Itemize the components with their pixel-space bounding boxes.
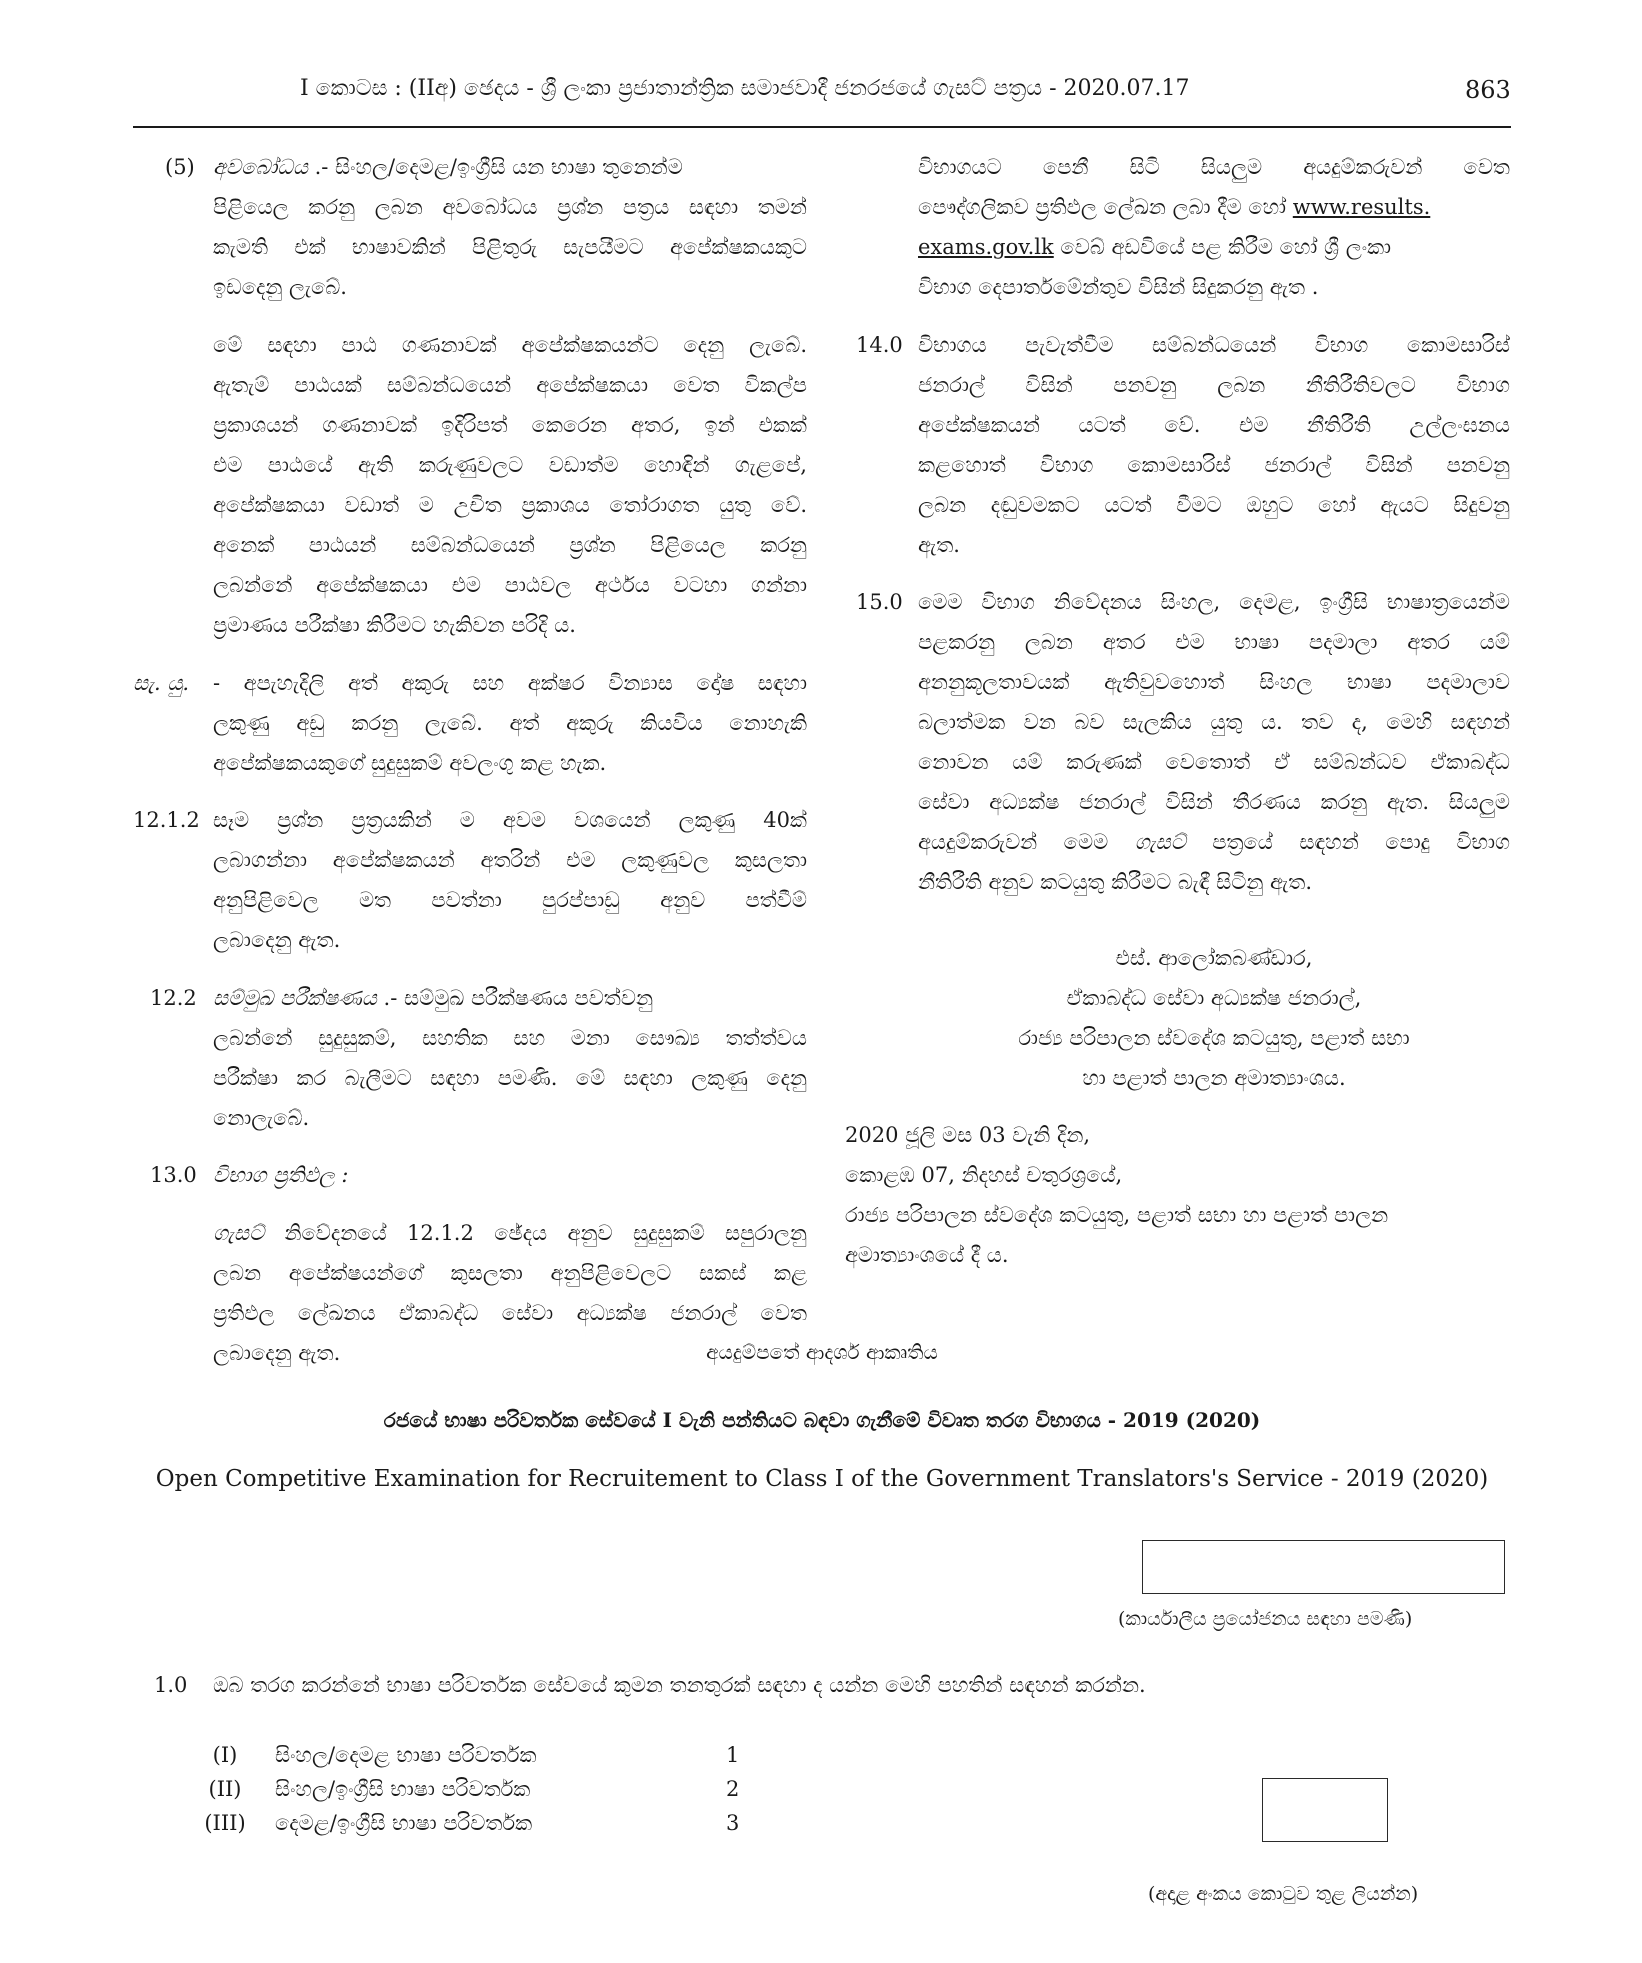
item5-line: කැමති එක් භාෂාවකින් පිළිතුරු සැපයීමට අපේක්ෂකයකුට <box>213 235 807 259</box>
item5-para2-line: අනෙක් පාඨයන් සම්බන්ධයෙන් ප්‍රශ්න පිළියෙල කරනු <box>213 533 807 557</box>
item-number: 12.1.2 <box>133 808 200 832</box>
form-english-title: Open Competitive Examination for Recruitement to Class I of the Government Translators's Service - 2019 (2020) <box>155 1466 1489 1492</box>
answer-box-label: (අදාළ අංකය කොටුව තුළ ලියන්න) <box>1148 1883 1419 1905</box>
item5-para2-line: ලබන්නේ අපේක්ෂකයා එම පාඨවල අර්ථය වටහා ගන්නා <box>213 573 807 597</box>
results-line: වෙබ් අඩවියේ පළ කිරීම හෝ ශ්‍රී ලංකා <box>1060 235 1392 259</box>
results-website-link[interactable]: exams.gov.lk <box>918 235 1054 259</box>
item5-para2-line: ඇතැම් පාඨයක් සම්බන්ධයෙන් අපේක්ෂකයා වෙත විකල්ප <box>213 373 807 397</box>
note-line: අපේක්ෂකයකුගේ සුදුසුකම් අවලංගු කළ හැක. <box>213 751 607 775</box>
item150-line: පළකරනු ලබන අතර එම භාෂා පදමාලා අතර යම් <box>918 630 1510 654</box>
item150-line: නොවන යම් කරුණක් වෙතොත් ඒ සම්බන්ධව ඒකාබද්ධ <box>918 750 1510 774</box>
item5-line: පිළියෙල කරනු ලබන අවබෝධය ප්‍රශ්න පත්‍රය සඳහා තමන් <box>213 195 807 219</box>
item122-term: සම්මුඛ පරීක්ෂණය <box>213 986 377 1010</box>
item122-line: ලබන්නේ සුදුසුකම්, සහතික සහ මනා සෞඛ්‍ය තත්ත්වය <box>213 1026 807 1050</box>
issue-place: කොළඹ 07, නිදහස් චතුරශ්‍රයේ, <box>845 1163 1123 1187</box>
item150-line: අනනුකූලතාවයක් ඇතිවුවහොත් සිංහල භාෂා පදමාලාව <box>918 670 1510 694</box>
page-number: 863 <box>1465 76 1511 104</box>
item5-para2-line: මේ සඳහා පාඨ ගණනාවක් අපේක්ෂකයන්ට දෙනු ලැබේ. <box>213 333 807 357</box>
question-text: ඔබ තරග කරන්නේ භාෂා පරිවර්තක සේවයේ කුමන තනතුරක් සඳහා ද යන්න මෙහි පහතින් සඳහන් කරන්න. <box>213 1673 1146 1697</box>
item150-line: බලාත්මක වන බව සැලකිය යුතු ය. තව ද, මෙහි සඳහන් <box>918 710 1510 734</box>
gazette-header-title: I කොටස : (IIඅ) ඡෙදය - ශ්‍රී ලංකා ප්‍රජාතාන්ත්‍රික සමාජවාදී ජනරජයේ ගැසට් පත්‍රය - 2020.07.17 <box>300 76 1190 101</box>
item-number: (5) <box>165 155 195 179</box>
issue-office: අමාත්‍යාංශයේ දී ය. <box>845 1243 1009 1267</box>
note-line: - අපැහැදිලි අත් අකුරු සහ අක්ෂර වින්‍යාස දෝෂ සඳහා <box>213 671 807 695</box>
signature-name: එස්. ආලෝකබණ්ඩාර, <box>1115 946 1313 970</box>
item130-line: නිවේදනයේ 12.1.2 ඡේදය අනුව සුදුසුකම් සපුරාලනු <box>284 1221 807 1245</box>
option-code: 2 <box>726 1777 740 1801</box>
item5-line: .- සිංහල/දෙමළ/ඉංග්‍රීසි යන භාෂා තුනෙන්ම <box>314 155 683 179</box>
item150-line-with-term <box>918 822 1510 862</box>
item140-line: විභාගය පැවැත්වීම සම්බන්ධයෙන් විභාග කොමසාරිස් <box>918 333 1510 357</box>
results-line: විභාග දෙපාර්තමේන්තුව විසින් සිදුකරනු ඇත . <box>918 275 1319 299</box>
item130-first-line <box>213 1213 807 1253</box>
option-code: 3 <box>726 1811 740 1835</box>
signature-ministry: රාජ්‍ය පරිපාලන ස්වදේශ කටයුතු, පළාත් සභා <box>1018 1026 1410 1050</box>
item5-first-line <box>213 147 807 187</box>
item130-line: ලබන අපේක්ෂයන්ගේ කුසලතා අනුපිළිවෙලට සකස් කළ <box>213 1261 807 1285</box>
option-roman: (III) <box>204 1811 246 1835</box>
option-label: සිංහල/ඉංග්‍රීසි භාෂා පරිවර්තක <box>275 1777 531 1801</box>
item140-line: ඇත. <box>918 533 960 557</box>
item5-para2-line: ප්‍රමාණය පරීක්ෂා කිරීමට හැකිවන පරිදි ය. <box>213 613 576 637</box>
answer-code-box[interactable] <box>1262 1778 1388 1842</box>
item130-term: විභාග ප්‍රතිඵල : <box>213 1163 349 1187</box>
item1212-line: ලබාගන්නා අපේක්ෂකයන් අතරින් එම ලකුණුවල කුසලතා <box>213 848 807 872</box>
option-roman: (II) <box>208 1777 242 1801</box>
form-sinhala-title: රජයේ භාෂා පරිවර්තක සේවයේ I වැනි පන්තියට බඳවා ගැනීමේ විවෘත තරග විභාගය - 2019 (2020) <box>383 1408 1261 1432</box>
option-roman: (I) <box>212 1743 238 1767</box>
question-number: 1.0 <box>154 1673 188 1697</box>
item140-line: කළහොත් විභාග කොමසාරිස් ජනරාල් විසින් පනවනු <box>918 453 1510 477</box>
item130-line: ලබාදෙනු ඇත. <box>213 1341 341 1365</box>
item140-line: අපේක්ෂකයන් යටත් වේ. එම නීතිරීති උල්ලංඝනය <box>918 413 1510 437</box>
item-number: 14.0 <box>856 333 903 357</box>
item1212-line: සෑම ප්‍රශ්න ප්‍රත්‍රයකින් ම අවම වශයෙන් ලකුණු 40ක් <box>213 808 807 832</box>
item122-line: .- සම්මුඛ පරීක්ෂණය පවත්වනු <box>383 986 654 1010</box>
gazette-term: ගැසට් <box>213 1221 265 1245</box>
item122-line: පරීක්ෂා කර බැලීමට සඳහා පමණි. මේ සඳහා ලකුණු දෙනු <box>213 1066 807 1090</box>
note-line: ලකුණු අඩු කරනු ලැබේ. අත් අකුරු කියවිය නොහැකි <box>213 711 807 735</box>
note-label: සැ. යු. <box>133 671 190 695</box>
results-line-with-link <box>918 227 1510 267</box>
option-code: 1 <box>726 1743 740 1767</box>
item5-para2-line: අපේක්ෂකයා වඩාත් ම උචිත ප්‍රකාශය තෝරාගත යුතු වේ. <box>213 493 807 517</box>
option-label: දෙමළ/ඉංග්‍රීසි භාෂා පරිවර්තක <box>275 1811 533 1835</box>
results-line: පෞද්ගලිකව ප්‍රතිඵල ලේඛන ලබා දීම හෝ <box>918 195 1287 219</box>
item1212-line: ලබාදෙනු ඇත. <box>213 928 341 952</box>
item5-para2-line: එම පාඨයේ ඇති කරුණුවලට වඩාත්ම හොඳින් ගැළපේ, <box>213 453 807 477</box>
issue-date: 2020 ජූලි මස 03 වැනි දින, <box>845 1123 1091 1147</box>
item150-line: මෙම විභාග නිවේදනය සිංහල, දෙමළ, ඉංග්‍රීසි භාෂාත්‍රයෙන්ම <box>918 590 1510 614</box>
results-line: විභාගයට පෙනී සිටි සියලුම අයදුම්කරුවන් වෙත <box>918 155 1510 179</box>
item140-line: ලබන දඬුවමකට යටත් වීමට ඔහුට හෝ ඇයට සිදුවනු <box>918 493 1510 517</box>
item150-line: පත්‍රයේ සඳහන් පොදු විභාග <box>1212 830 1511 854</box>
item150-line: නීතිරීති අනුව කටයුතු කිරීමට බැඳී සිටිනු ඇත. <box>918 870 1313 894</box>
item150-line: අයදුම්කරුවන් මෙම <box>918 830 1109 854</box>
issue-office: රාජ්‍ය පරිපාලන ස්වදේශ කටයුතු, පළාත් සභා හා පළාත් පාලන <box>845 1203 1389 1227</box>
item1212-line: අනුපිළිවෙල මත පවත්නා පුරප්පාඩු අනුව පත්වීම් <box>213 888 807 912</box>
item-number: 15.0 <box>856 590 903 614</box>
item122-first-line <box>213 978 807 1018</box>
results-website-link[interactable]: www.results. <box>1292 195 1431 219</box>
item-number: 12.2 <box>150 986 197 1010</box>
item150-line: සේවා අධ්‍යක්ෂ ජනරාල් විසින් තීරණය කරනු ඇත. සියලුම <box>918 790 1510 814</box>
gazette-term: ගැසට් <box>1134 830 1186 854</box>
item130-line: ප්‍රතිඵල ලේඛනය ඒකාබද්ධ සේවා අධ්‍යක්ෂ ජනරාල් වෙත <box>213 1301 807 1325</box>
option-label: සිංහල/දෙමළ භාෂා පරිවර්තක <box>275 1743 537 1767</box>
item5-term: අවබෝධය <box>213 155 308 179</box>
item5-line: ඉඩදෙනු ලැබේ. <box>213 275 347 299</box>
signature-title: ඒකාබද්ධ සේවා අධ්‍යක්ෂ ජනරාල්, <box>1066 986 1362 1010</box>
item140-line: ජනරාල් විසින් පනවනු ලබන නීතිරීතිවලට විභාග <box>918 373 1510 397</box>
office-use-label: (කාර්යාලීය ප්‍රයෝජනය සඳහා පමණි) <box>1118 1608 1413 1630</box>
signature-ministry: හා පළාත් පාලන අමාත්‍යාංශය. <box>1082 1066 1346 1090</box>
form-model-title: අයදුම්පතේ ආදර්ශ ආකෘතිය <box>706 1340 938 1364</box>
item-number: 13.0 <box>150 1163 197 1187</box>
office-use-box[interactable] <box>1142 1540 1505 1594</box>
item122-line: නොලැබේ. <box>213 1106 310 1130</box>
item5-para2-line: ප්‍රකාශයන් ගණනාවක් ඉදිරිපත් කෙරෙන අතර, ඉන් එකක් <box>213 413 807 437</box>
header-divider <box>133 126 1511 128</box>
results-line-with-link <box>918 187 1510 227</box>
